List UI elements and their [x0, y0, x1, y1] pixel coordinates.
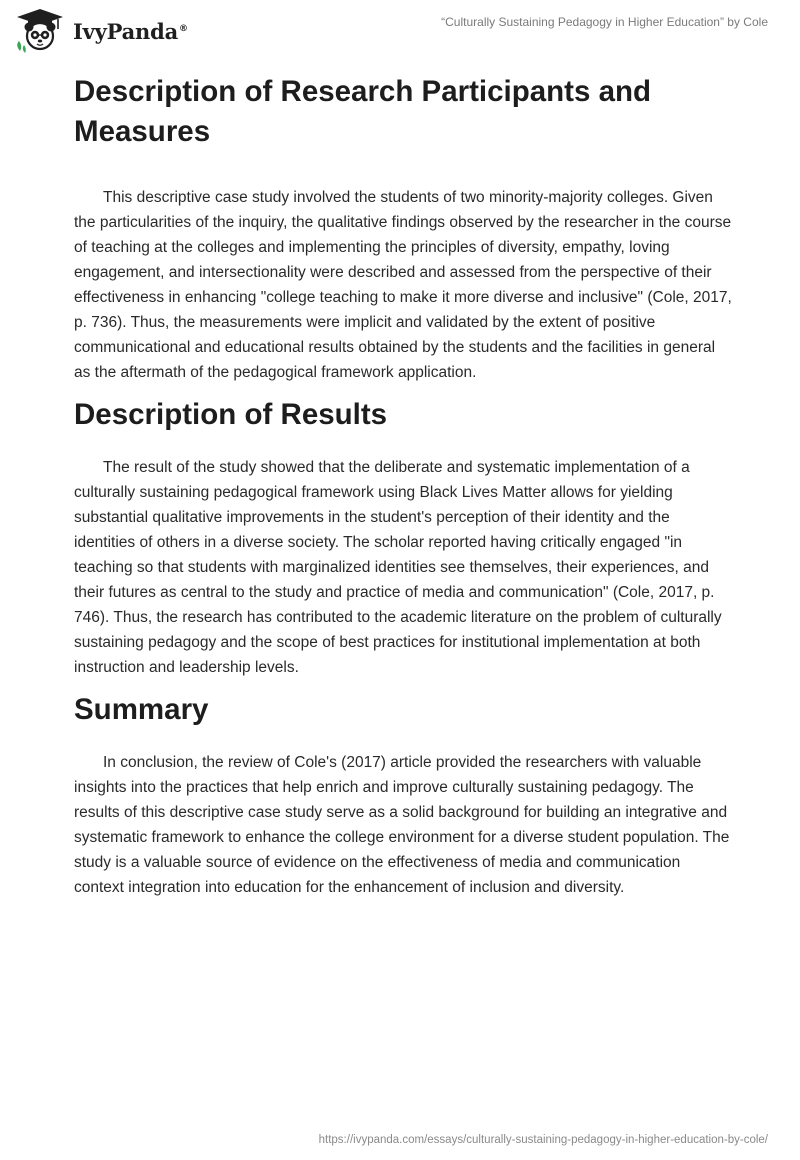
section-title-summary: Summary: [74, 693, 209, 726]
ivypanda-logo[interactable]: [13, 7, 188, 53]
essay-content: [74, 72, 734, 900]
section-title-results: Description of Results: [74, 398, 388, 431]
header-citation: “Culturally Sustaining Pedagogy in Higher Education” by Cole: [441, 15, 768, 29]
panda-graduate-icon: [13, 7, 67, 53]
section-body-summary: In conclusion, the review of Cole's (2017) article provided the researchers with valuable insights into the practices that help enrich and improve culturally sustaining pedagogy. The results of this descriptive case study serve as a solid background for building an integrative and systematic framework to enhance the college environment for a diverse student population. The study is a valuable source of evidence on the effectiveness of media and communication context integration into education for the enhancement of inclusion and diversity.: [74, 754, 730, 896]
section-body-results: The result of the study showed that the deliberate and systematic implementation of a culturally sustaining pedagogical framework using Black Lives Matter allows for yielding substantial qualitative improvements in the student's perception of their identity and the identities of others in a diverse society. The scholar reported having critically engaged "in teaching so that students with marginalized identities see themselves, their experiences, and their futures as central to the study and practice of media and communication" (Cole, 2017, p. 746). Thus, the research has contributed to the academic literature on the problem of culturally sustaining pedagogy and the scope of best practices for institutional implementation at both instruction and leadership levels.: [74, 459, 722, 676]
logo-text: IvyPanda: [73, 18, 179, 44]
footer-source-url[interactable]: https://ivypanda.com/essays/culturally-sustaining-pedagogy-in-higher-education-by-cole/: [318, 1134, 768, 1146]
page-header: [0, 0, 800, 60]
logo-wordmark: [73, 19, 188, 44]
registered-mark: ®: [179, 23, 188, 34]
section-body-participants: This descriptive case study involved the students of two minority-majority colleges. Given the particularities of the inquiry, the qualitative findings observed by the researcher in the course of teaching at the colleges and implementing the principles of diversity, empathy, loving engagement, and intersectionality were described and assessed from the perspective of their effectiveness in enhancing "college teaching to make it more diverse and inclusive" (Cole, 2017, p. 736). Thus, the measurements were implicit and validated by the extent of positive communicational and educational results obtained by the students and the facilities in general as the aftermath of the pedagogical framework application.: [74, 189, 732, 381]
section-title-participants: Description of Research Participants and Measures: [74, 75, 652, 148]
